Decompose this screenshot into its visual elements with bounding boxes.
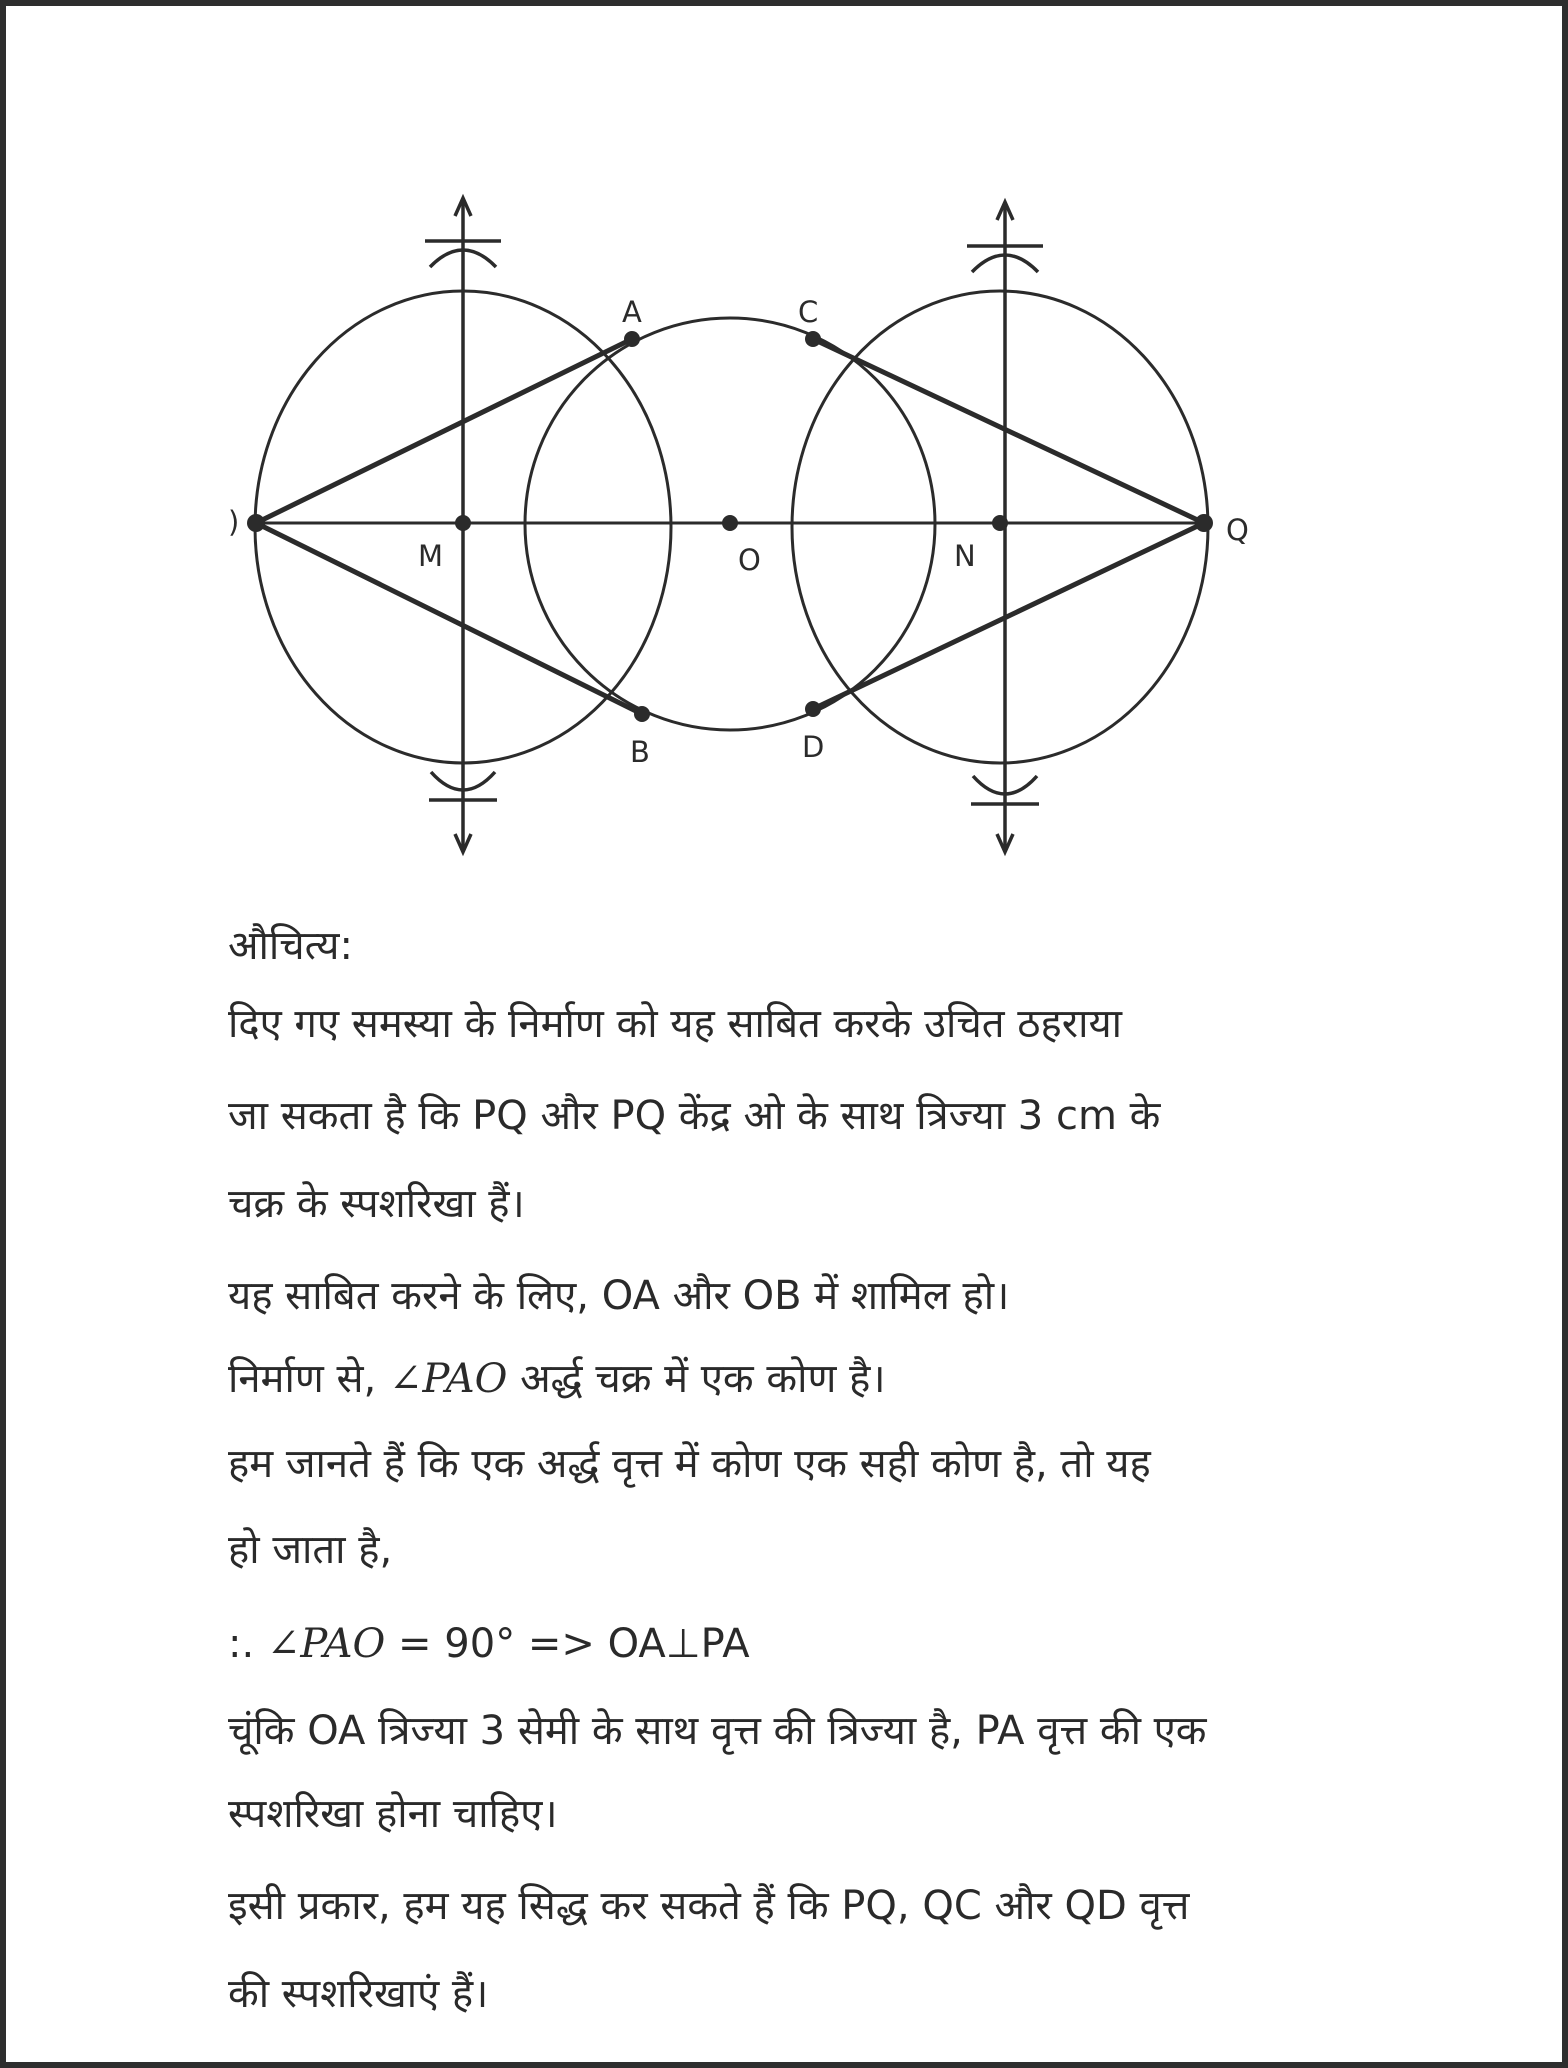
label-B: B (630, 735, 650, 769)
label-N: N (954, 539, 976, 573)
point-B (634, 706, 650, 722)
equation-rhs: = 90° => OA⊥PA (385, 1621, 750, 1667)
construction-line (228, 1356, 886, 1402)
label-C: C (798, 295, 819, 329)
point-A (624, 331, 640, 347)
label-A: A (622, 295, 642, 329)
construction-figure (0, 0, 1568, 880)
text-line-5: हम जानते हैं कि एक अर्द्ध वृत्त में कोण एक सही कोण है, तो यह (228, 1441, 1151, 1487)
construction-suffix: अर्द्ध चक्र में एक कोण है। (507, 1356, 886, 1402)
page (6, 6, 1562, 2062)
point-C (805, 331, 821, 347)
angle-pao: ∠PAO (388, 1356, 508, 1402)
text-line-8: स्पशरिखा होना चाहिए। (228, 1791, 558, 1837)
point-D (805, 701, 821, 717)
construction-prefix: निर्माण से, (228, 1356, 389, 1402)
text-line-4: यह साबित करने के लिए, OA और OB में शामिल हो। (228, 1273, 1010, 1319)
therefore-symbol: :. (228, 1621, 267, 1667)
label-O: O (738, 543, 761, 577)
text-line-1: दिए गए समस्या के निर्माण को यह साबित करके उचित ठहराया (228, 1001, 1123, 1047)
tangent-PB (256, 523, 642, 714)
angle-pao-eq: ∠PAO (266, 1621, 386, 1667)
tangent-PA (256, 339, 632, 523)
point-N (992, 515, 1008, 531)
text-line-9: इसी प्रकार, हम यह सिद्ध कर सकते हैं कि PQ, QC और QD वृत्त (228, 1883, 1190, 1929)
label-M: M (418, 539, 444, 573)
point-Q (1195, 514, 1213, 532)
point-O (722, 515, 738, 531)
equation-line (228, 1621, 750, 1667)
text-line-6: हो जाता है, (228, 1527, 393, 1573)
text-line-3: चक्र के स्पशरिखा हैं। (228, 1181, 525, 1227)
point-M (455, 515, 471, 531)
label-Q: Q (1226, 513, 1249, 547)
tangent-QD (813, 523, 1204, 709)
label-D: D (802, 730, 825, 764)
text-line-10: की स्पशरिखाएं हैं। (228, 1971, 489, 2017)
label-P: ) (228, 505, 240, 539)
point-P (247, 514, 265, 532)
geometry-diagram (6, 6, 1568, 886)
heading: औचित्य: (228, 923, 353, 969)
tangent-QC (813, 339, 1204, 523)
text-line-2: जा सकता है कि PQ और PQ केंद्र ओ के साथ त्रिज्या 3 cm के (228, 1093, 1161, 1139)
text-line-7: चूंकि OA त्रिज्या 3 सेमी के साथ वृत्त की त्रिज्या है, PA वृत्त की एक (228, 1708, 1207, 1754)
